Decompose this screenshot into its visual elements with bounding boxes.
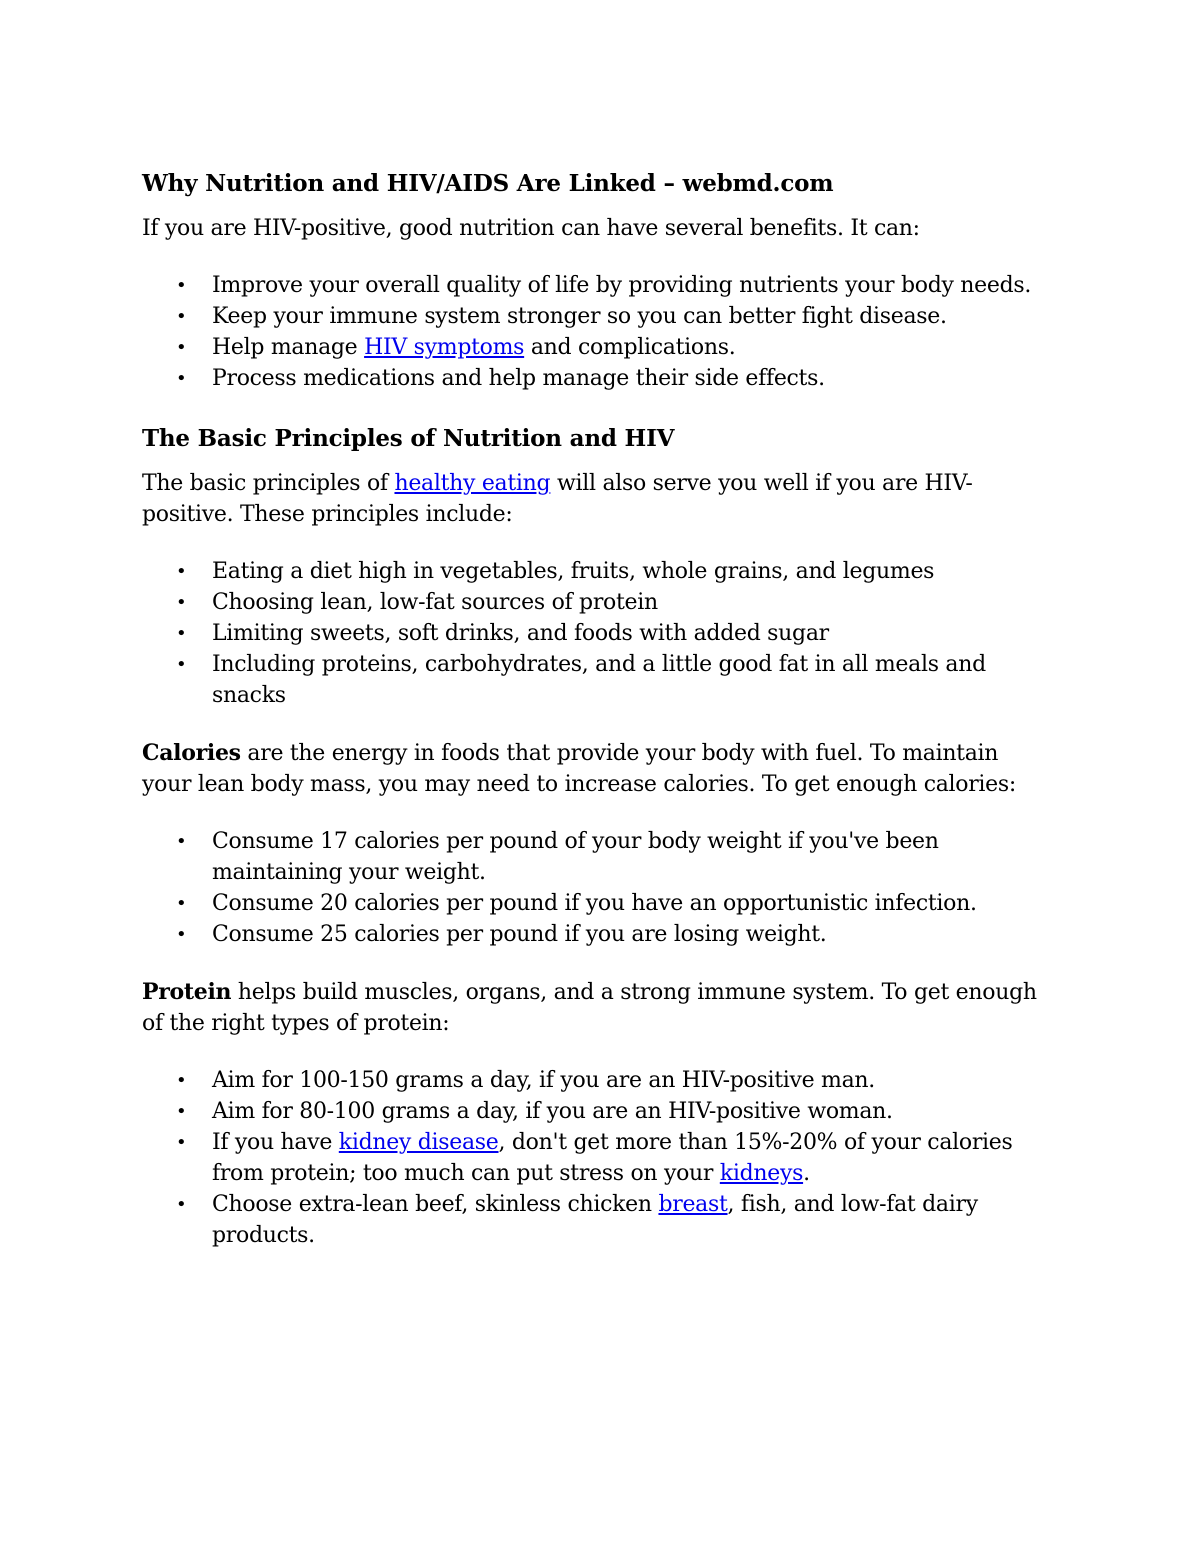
bullet-icon: •	[176, 561, 187, 582]
list-item: • Including proteins, carbohydrates, and a little good fat in all meals and snacks	[142, 649, 1050, 711]
bullet-icon: •	[176, 831, 187, 852]
bullet-icon: •	[176, 1132, 187, 1153]
bullet-icon: •	[176, 893, 187, 914]
breast-link[interactable]: breast	[658, 1192, 728, 1217]
healthy-eating-link[interactable]: healthy eating	[394, 471, 551, 496]
section-heading-principles: The Basic Principles of Nutrition and HIV	[142, 425, 675, 452]
principles-list	[142, 556, 1050, 711]
bullet-icon: •	[176, 337, 187, 358]
bullet-icon: •	[176, 592, 187, 613]
list-item: • Aim for 80-100 grams a day, if you are an HIV-positive woman.	[142, 1096, 1050, 1127]
document-title: Why Nutrition and HIV/AIDS Are Linked – webmd.com	[142, 170, 834, 197]
list-item: • Consume 17 calories per pound of your body weight if you've been maintaining your weight.	[142, 826, 1050, 888]
bullet-icon: •	[176, 275, 187, 296]
calories-term: Calories	[142, 740, 241, 766]
list-item: • Process medications and help manage their side effects.	[142, 363, 1050, 394]
list-item: • If you have kidney disease, don't get more than 15%-20% of your calories from protein; too much can put stress on your kidneys.	[142, 1127, 1050, 1189]
list-item: • Keep your immune system stronger so you can better fight disease.	[142, 301, 1050, 332]
kidney-disease-link[interactable]: kidney disease	[338, 1130, 499, 1155]
list-item: • Consume 20 calories per pound if you have an opportunistic infection.	[142, 888, 1050, 919]
bullet-icon: •	[176, 306, 187, 327]
protein-term: Protein	[142, 979, 232, 1005]
principles-intro-paragraph: The basic principles of healthy eating will also serve you well if you are HIV-positive. These principles include:	[142, 471, 973, 527]
bullet-icon: •	[176, 368, 187, 389]
list-item: • Choosing lean, low-fat sources of protein	[142, 587, 1050, 618]
list-item: • Consume 25 calories per pound if you are losing weight.	[142, 919, 1050, 950]
bullet-icon: •	[176, 654, 187, 675]
bullet-icon: •	[176, 623, 187, 644]
kidneys-link[interactable]: kidneys	[719, 1161, 804, 1186]
list-item: • Improve your overall quality of life by providing nutrients your body needs.	[142, 270, 1050, 301]
bullet-icon: •	[176, 1070, 187, 1091]
intro-paragraph: If you are HIV-positive, good nutrition can have several benefits. It can:	[142, 216, 920, 241]
protein-list	[142, 1065, 1050, 1251]
bullet-icon: •	[176, 1194, 187, 1215]
benefits-list	[142, 270, 1050, 394]
hiv-symptoms-link[interactable]: HIV symptoms	[364, 335, 525, 360]
list-item: • Choose extra-lean beef, skinless chicken breast, fish, and low-fat dairy products.	[142, 1189, 1050, 1251]
bullet-icon: •	[176, 1101, 187, 1122]
list-item: • Help manage HIV symptoms and complications.	[142, 332, 1050, 363]
calories-paragraph: Calories are the energy in foods that provide your body with fuel. To maintain your lean body mass, you may need to increase calories. To get enough calories:	[142, 740, 1016, 797]
list-item: • Limiting sweets, soft drinks, and foods with added sugar	[142, 618, 1050, 649]
list-item: • Eating a diet high in vegetables, fruits, whole grains, and legumes	[142, 556, 1050, 587]
list-item: • Aim for 100-150 grams a day, if you are an HIV-positive man.	[142, 1065, 1050, 1096]
bullet-icon: •	[176, 924, 187, 945]
protein-paragraph: Protein helps build muscles, organs, and a strong immune system. To get enough of the right types of protein:	[142, 979, 1037, 1036]
calories-list	[142, 826, 1050, 950]
